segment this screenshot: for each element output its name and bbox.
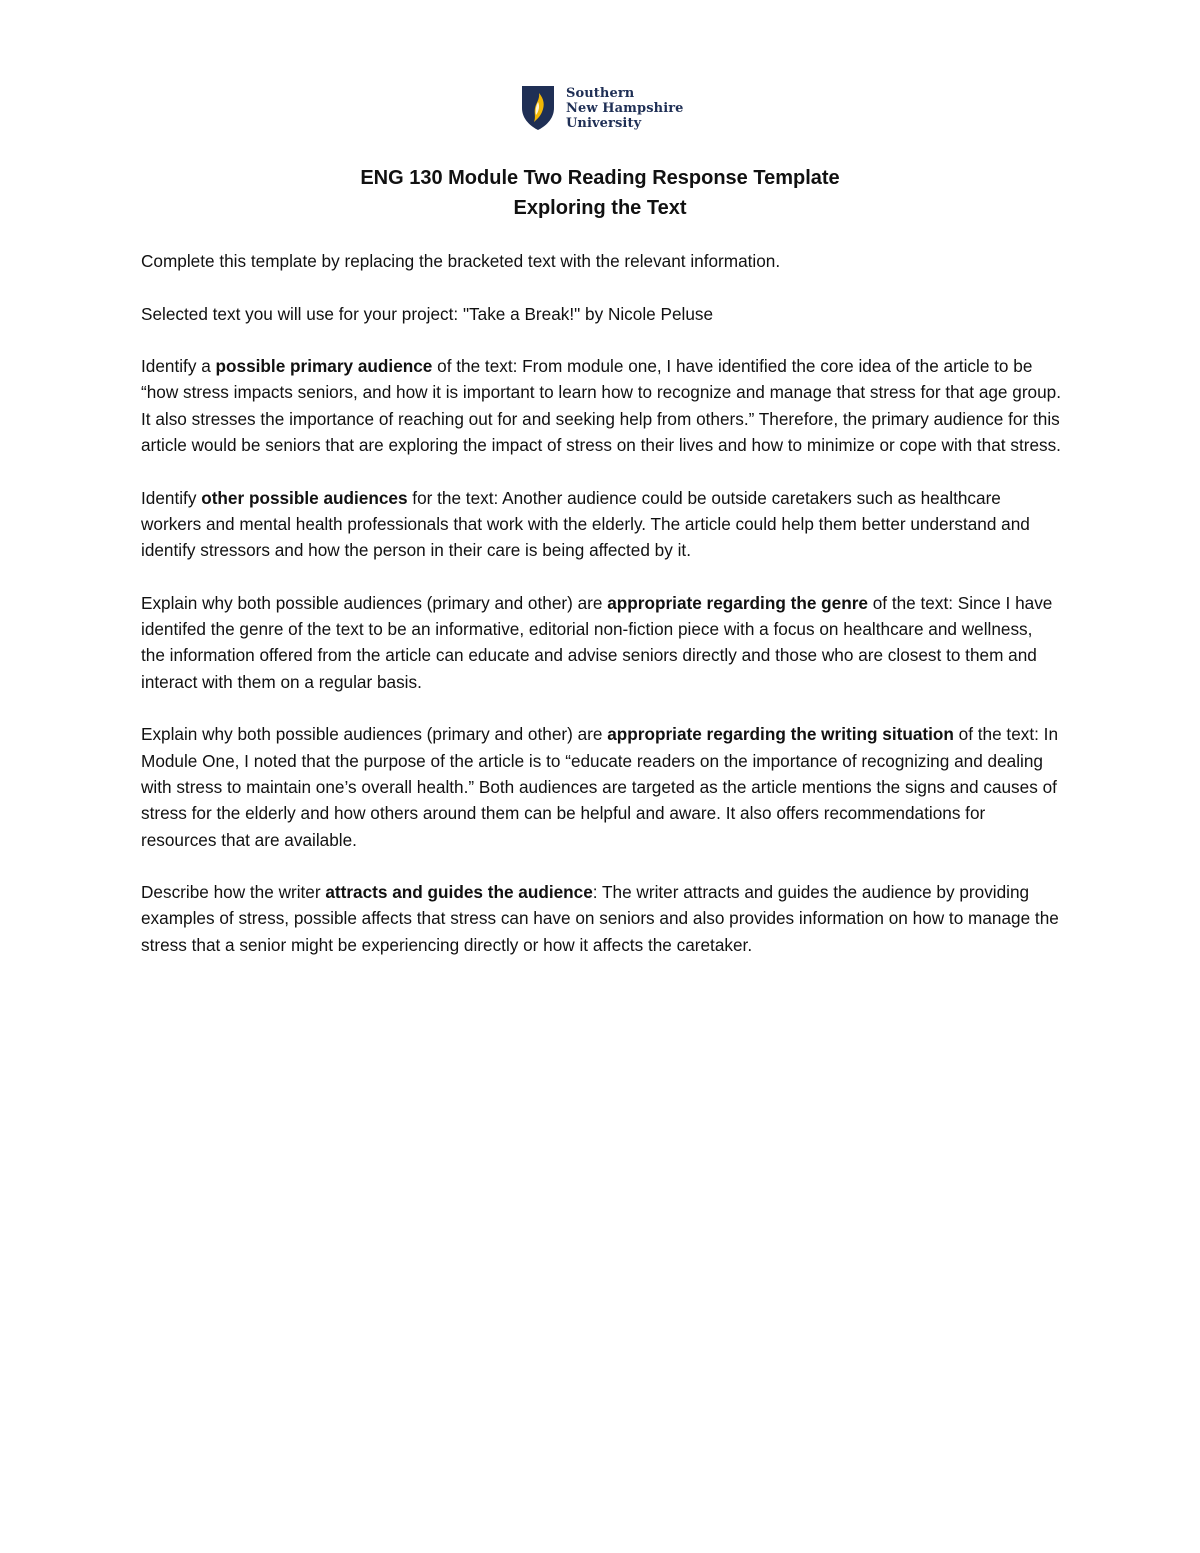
document-body <box>141 248 1061 984</box>
document-title <box>0 163 1200 223</box>
other-bold: other possible audiences <box>201 487 408 508</box>
selected-text-prompt: Selected text you will use for your project: <box>141 303 459 324</box>
attracts-guides-paragraph <box>141 879 1061 958</box>
primary-audience-paragraph <box>141 353 1061 458</box>
genre-tail: of the text: <box>867 592 953 613</box>
genre-lead: Explain why both possible audiences (primary and other) are <box>141 592 608 613</box>
logo-line-1: Southern <box>566 85 635 101</box>
shield-flame-icon <box>520 84 556 132</box>
genre-answer: Since I have identifed the genre of the text to be an informative, editorial non-fiction piece with a focus on healthcare and wellness, the information offered from the article can educate and advise seniors directly and those who are closest to them and interact with them on a regular basis. <box>141 592 1053 692</box>
primary-bold: possible primary audience <box>215 356 433 377</box>
logo-wordmark <box>566 86 684 131</box>
primary-tail: of the text: <box>432 356 518 377</box>
situation-lead: Explain why both possible audiences (primary and other) are <box>141 724 608 745</box>
attracts-tail: : <box>592 882 598 903</box>
situation-tail: of the text: <box>953 724 1039 745</box>
logo-line-3: University <box>566 115 642 131</box>
university-logo <box>520 83 690 133</box>
title-line-2: Exploring the Text <box>513 197 687 219</box>
situation-bold: appropriate regarding the writing situation <box>607 724 954 745</box>
logo-line-2: New Hampshire <box>566 100 684 116</box>
instructions-paragraph: Complete this template by replacing the bracketed text with the relevant information. <box>141 251 781 271</box>
genre-bold: appropriate regarding the genre <box>607 592 868 613</box>
other-tail: for the text: <box>407 487 499 508</box>
primary-lead: Identify a <box>141 356 216 377</box>
situation-answer: In Module One, I noted that the purpose of the article is to “educate readers on the importance of recognizing and dealing with stress to maintain one’s overall health.” Both audiences are targeted as the article mentions the signs and causes of stress for the elderly and how others around them can be helpful and aware. It also offers recommendations for resources that are available. <box>141 724 1059 850</box>
other-audiences-paragraph <box>141 485 1061 564</box>
attracts-lead: Describe how the writer <box>141 882 326 903</box>
genre-paragraph <box>141 590 1061 695</box>
writing-situation-paragraph <box>141 721 1061 852</box>
selected-text-answer: "Take a Break!" by Nicole Peluse <box>458 303 714 324</box>
attracts-bold: attracts and guides the audience <box>325 882 593 903</box>
selected-text-paragraph <box>141 301 1061 327</box>
attracts-answer: The writer attracts and guides the audience by providing examples of stress, possible affects that stress can have on seniors and also provides information on how to manage the stress that a senior might be experiencing directly or how it affects the caretaker. <box>141 882 1059 955</box>
other-lead: Identify <box>141 487 202 508</box>
other-answer: Another audience could be outside caretakers such as healthcare workers and mental health professionals that work with the elderly. The article could help them better understand and identify stressors and how the person in their care is being affected by it. <box>141 487 1030 561</box>
primary-answer: From module one, I have identified the core idea of the article to be “how stress impacts seniors, and how it is important to learn how to recognize and manage that stress for that age group. It also stresses the importance of reaching out for and seeking help from others.” Therefore, the primary audience for this article would be seniors that are exploring the impact of stress on their lives and how to minimize or cope with that stress. <box>141 356 1062 456</box>
title-line-1: ENG 130 Module Two Reading Response Template <box>360 167 840 189</box>
